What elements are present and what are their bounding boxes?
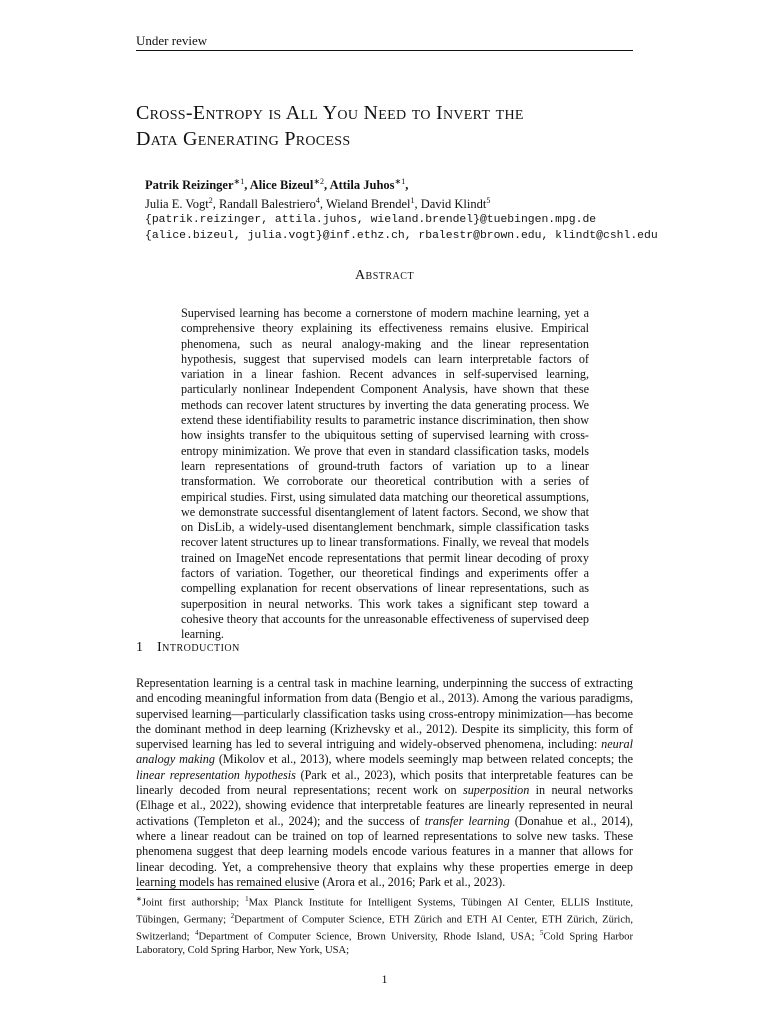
affiliation-mark: 1 [410,196,415,206]
introduction-paragraph [136,676,633,890]
affiliation-mark: ∗1 [394,177,406,186]
footnote-mark: ∗ [136,895,142,903]
running-header: Under review [136,33,208,48]
footnote-mark: 4 [194,929,199,938]
header-rule [136,50,633,51]
section-heading-introduction [136,640,240,656]
author-name: Wieland Brendel [325,197,411,212]
author-block [145,174,705,244]
paper-title [136,100,656,152]
affiliation-mark: 4 [315,196,320,206]
footnote-text: Cold Spring Harbor Laboratory, Cold Spring Harbor, New York, USA; [136,931,634,957]
abstract-text: Supervised learning has become a cornerstone of modern machine learning, yet a comprehensive theory explaining its effectiveness remains elusive. Empirical phenomena, such as neural analogy-making and the linear representation hypothesis, suggest that supervised models can learn interpretable factors of variation in a linear fashion. Recent advances in self-supervised learning, particularly nonlinear Independent Component Analysis, have shown that these methods can recover latent structures by inverting the data generating process. We extend these identifiability results to parametric instance discrimination, then show how insights transfer to the ubiquitous setting of supervised learning with cross-entropy minimization. We prove that even in standard classification tasks, models learn representations of ground-truth factors of variation up to a linear transformation. We corroborate our theoretical contribution with a series of empirical studies. First, using simulated data matching our theoretical assumptions, we demonstrate successful disentanglement of latent factors. Second, we show that on DisLib, a widely-used disentanglement benchmark, simple classification tasks recover latent structures up to linear transformations. Finally, we reveal that models trained on ImageNet encode representations that permit linear decoding of proxy factors of variation. Together, our theoretical findings and experiments offer a compelling explanation for recent observations of linear representations, such as superposition in neural networks. This work takes a significant step toward a cohesive theory that accounts for the unreasonable effectiveness of supervised deep learning. [181,306,589,642]
title-line-2: Data Generating Process [136,128,351,150]
footnote-text: Max Planck Institute for Intelligent Systems, Tübingen AI Center, ELLIS Institute, Tübingen, Germany; [136,897,634,926]
page-number: 1 [381,972,388,986]
authors-line-1: Patrik Reizinger$^{∗1}$, Alice Bizeul$^{∗2}$, Attila Juhos$^{∗1}$, [145,177,409,193]
author-name: Attila Juhos [329,178,395,193]
footnote-text: Department of Computer Science, ETH Zürich and ETH AI Center, ETH Zürich, Zürich, Switzerland; [136,914,633,943]
affiliation-mark: 5 [486,196,491,206]
author-name: Randall Balestriero [219,197,316,212]
intro-text: Representation learning is a central task in machine learning, underpinning the success of extracting and encoding meaningful information from data (Bengio et al., 2013). Among the various paradigms, supervised learning—particularly classification tasks using cross-entropy minimization—has become the dominant method in deep learning (Krizhevsky et al., 2012). Despite its simplicity, this form of supervised learning has led to several intriguing and widely-observed phenomena, including: [136,676,633,752]
intro-text: in neural networks (Elhage et al., 2022), showing evidence that interpretable features are linearly represented in neural activations (Templeton et al., 2024); and the success of [136,783,633,828]
affiliation-mark: ∗1 [233,177,245,186]
intro-text: (Park et al., 2023), which posits that interpretable features can be linearly decoded from neural representations; recent work on [136,767,633,798]
author-name: Julia E. Vogt [145,197,209,212]
intro-emphasis: neural analogy making [136,737,633,767]
footnote-text: Department of Computer Science, Brown University, Rhode Island, USA; [198,931,540,943]
intro-emphasis: superposition [462,783,530,798]
affiliation-mark: ∗2 [313,177,325,186]
footnote-mark: 5 [539,929,544,938]
section-title: Introduction [157,640,240,655]
footnote-mark: 1 [245,895,249,903]
author-emails-line-2: {alice.bizeul, julia.vogt}@inf.ethz.ch, rbalestr@brown.edu, klindt@cshl.edu [145,230,658,243]
author-name: David Klindt [420,197,487,212]
section-number: 1 [136,640,143,655]
authors-line-2: Julia E. Vogt$^2$, Randall Balestriero$^4$, Wieland Brendel$^1$, David Klindt$^5$ [145,196,491,212]
affiliations-footnote [136,893,633,958]
affiliation-mark: 2 [208,196,213,206]
abstract-heading: Abstract [354,268,415,283]
intro-text: (Mikolov et al., 2013), where models seemingly map between related concepts; the [214,752,633,767]
footnote-mark: 2 [230,912,235,921]
intro-emphasis: linear representation hypothesis [136,767,296,782]
footnote-rule [136,889,314,890]
author-emails-line-1: {patrik.reizinger, attila.juhos, wieland.brendel}@tuebingen.mpg.de [145,214,597,227]
intro-text: (Donahue et al., 2014), where a linear readout can be trained on top of learned representations to solve new tasks. These phenomena suggest that deep learning models encode various features in a manner that allows for linear decoding. Yet, a comprehensive theory that explains why these properties emerge in deep learning models has remained elusive (Arora et al., 2016; Park et al., 2023). [136,813,633,889]
title-line-1: Cross-Entropy is All You Need to Invert the [136,102,524,124]
author-name: Alice Bizeul [249,178,314,193]
author-name: Patrik Reizinger [145,178,234,193]
footnote-text: Joint first authorship; [141,897,246,909]
intro-emphasis: transfer learning [424,813,510,828]
